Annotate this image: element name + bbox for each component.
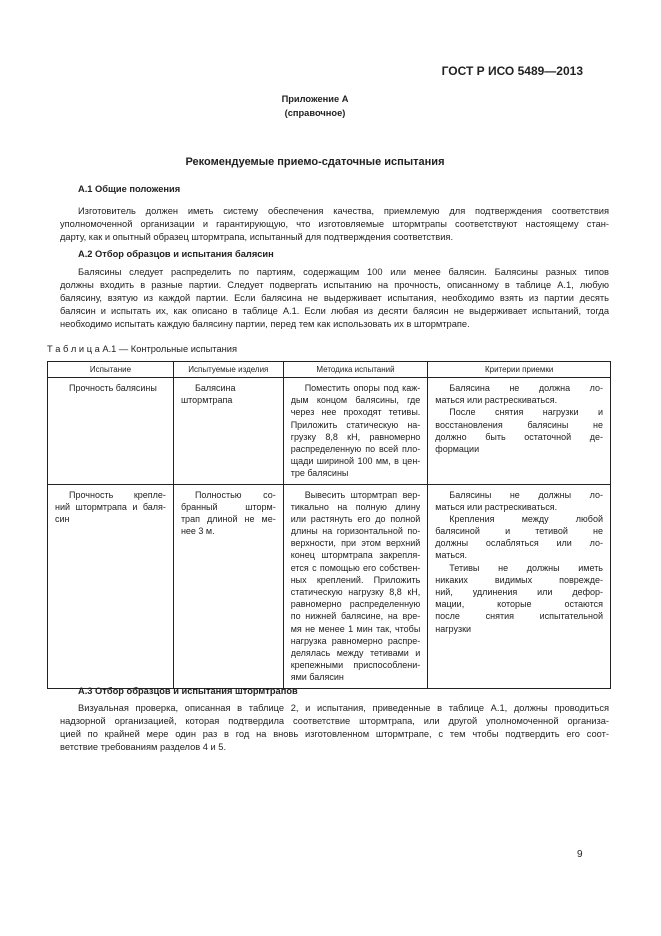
section-a3-paragraph xyxy=(60,702,609,754)
text-line: конец штормтрапа закрепля- xyxy=(290,550,421,561)
text-line: уполномоченной организации и гарантирующую, что изготовляемые штормтрапы соответствуют настоящему стан- xyxy=(60,219,609,229)
text-line: штормтрапа xyxy=(180,395,233,406)
text-line: необходимо испытать каждую балясину партии, перед тем как использовать их в штормтрапе. xyxy=(60,319,470,329)
text-line: балясин и испытать их, как описано в таблице А.1. Если любая из десяти балясин не выдерживает испытаний, тогда xyxy=(60,306,609,316)
text-line: после снятия испытательной xyxy=(435,611,603,622)
column-header: Испытуемые изделия xyxy=(173,362,283,378)
text-line: тикально на полную длину xyxy=(290,501,421,512)
text-line: надзорной организацией, которая подтвердила соответствие штормтрапа, или другой уполномоченной организа- xyxy=(60,716,609,726)
table-cell xyxy=(283,484,428,688)
text-line: формации xyxy=(435,443,480,454)
text-line: Приложить статическую на- xyxy=(290,419,421,430)
text-line: цией по крайней мере один раз в год на вновь изготовленном штормтрапе, с тем чтобы подтвердить его соот- xyxy=(60,729,609,739)
text-line: Тетивы не должны иметь xyxy=(449,562,603,573)
table-caption: Т а б л и ц а А.1 — Контрольные испытания xyxy=(47,344,237,354)
appendix-title: Приложение А xyxy=(281,94,349,104)
text-line: ветствие требованиям разделов 4 и 5. xyxy=(60,742,227,752)
section-a1-paragraph xyxy=(60,205,609,244)
text-line: через нее проходят тетивы. xyxy=(290,407,421,418)
text-line: по нижней балясине, на вре- xyxy=(290,611,421,622)
section-heading-a1: А.1 Общие положения xyxy=(78,184,181,194)
table-row xyxy=(48,378,611,485)
text-line: бранный шторм- xyxy=(180,501,276,512)
text-line: балясиной и тетивой не xyxy=(435,526,603,537)
section-heading-a3: А.3 Отбор образцов и испытания штормтрапов xyxy=(78,686,298,696)
text-line: Балясины не должны ло- xyxy=(449,489,603,500)
text-line: статическую нагрузку 8,8 кН, xyxy=(290,587,421,597)
text-line: ями балясин xyxy=(290,672,344,683)
text-line: маться. xyxy=(435,550,467,561)
text-line: маться или растрескиваться. xyxy=(435,501,558,512)
text-line: Балясина не должна ло- xyxy=(449,383,603,393)
column-header: Испытание xyxy=(48,362,174,378)
table-row xyxy=(48,484,611,688)
text-line: или растянуть его до полной xyxy=(290,513,421,524)
column-header: Критерии приемки xyxy=(428,362,611,378)
table-cell xyxy=(48,378,174,485)
text-line: ется с помощью его собствен- xyxy=(290,562,421,573)
text-line: трап длиной не ме- xyxy=(180,513,276,524)
table-header-row xyxy=(48,362,611,378)
text-line: крепежными приспособлени- xyxy=(290,660,421,671)
text-line: син xyxy=(55,513,70,524)
text-line: мя не менее 1 мин так, чтобы xyxy=(290,623,421,634)
text-line: должно быть остаточной де- xyxy=(435,431,603,442)
text-line: После снятия нагрузки и xyxy=(449,407,603,418)
text-line: Визуальная проверка, описанная в таблице 2, и испытания, приведенные в таблице А.1, должны проводиться xyxy=(78,703,609,713)
text-line: нее 3 м. xyxy=(180,526,215,537)
text-line: нагрузка равномерно распре- xyxy=(290,635,421,646)
table-cell xyxy=(283,378,428,485)
text-line: Изготовитель должен иметь систему обеспечения качества, приемлемую для подтверждения соответствия xyxy=(78,206,609,216)
text-line: верхности, при этом верхний xyxy=(290,538,421,549)
table-cell xyxy=(173,378,283,485)
standard-number: ГОСТ Р ИСО 5489—2013 xyxy=(441,64,583,78)
section-heading-a2: А.2 Отбор образцов и испытания балясин xyxy=(78,249,274,259)
text-line: Прочность балясины xyxy=(69,383,157,393)
page-number: 9 xyxy=(577,849,583,860)
text-line: ний штормтрапа и баля- xyxy=(55,501,166,512)
text-line: Вывесить штормтрап вер- xyxy=(304,489,421,500)
text-line: тре балясины xyxy=(290,468,349,479)
text-line: мации, которые остаются xyxy=(435,599,603,610)
text-line: маться или растрескиваться. xyxy=(435,395,558,406)
text-line: распределенную по всей пло- xyxy=(290,443,421,454)
text-line: Поместить опоры под каж- xyxy=(304,383,421,393)
section-a2-paragraph xyxy=(60,266,609,331)
text-line: длины на горизонтальной по- xyxy=(290,526,421,537)
text-line: делялась между тетивами и xyxy=(290,647,421,658)
text-line: дарту, как и опытный образец штормтрапа, испытанный для подтверждения соответствия. xyxy=(60,232,454,242)
text-line: никаких видимых поврежде- xyxy=(435,574,603,585)
text-line: Прочность крепле- xyxy=(69,489,166,500)
text-line: Балясина xyxy=(194,383,236,393)
page-title: Рекомендуемые приемо-сдаточные испытания xyxy=(185,156,445,168)
text-line: Полностью со- xyxy=(194,489,276,500)
text-line: равномерно распределенную xyxy=(290,599,421,610)
table-cell xyxy=(428,484,611,688)
text-line: дым концом балясины, где xyxy=(290,395,421,406)
text-line: нагрузки xyxy=(435,623,472,634)
column-header: Методика испытаний xyxy=(283,362,428,378)
text-line: должны ослабляться или ло- xyxy=(435,538,603,549)
text-line: ний, удлинения или дефор- xyxy=(435,587,603,597)
text-line: Крепления между любой xyxy=(449,513,603,524)
text-line: балясину, взятую из каждой партии. Если балясина не выдерживает испытания, необходимо взять из партии десять xyxy=(60,293,609,303)
text-line: ных креплений. Приложить xyxy=(290,574,421,585)
control-tests-table xyxy=(47,361,611,689)
text-line: грузку 8,8 кН, равномерно xyxy=(290,431,421,442)
text-line: должны входить в разные партии. Следует подвергать испытанию на прочность, описанному в таблице А.1, любую xyxy=(60,280,609,290)
table-cell xyxy=(48,484,174,688)
table-cell xyxy=(428,378,611,485)
text-line: щади шириной 100 мм, в цен- xyxy=(290,456,421,467)
text-line: восстановления балясины не xyxy=(435,419,603,430)
text-line: Балясины следует распределить по партиям, содержащим 100 или менее балясин. Балясины разных типов xyxy=(78,267,609,277)
appendix-note: (справочное) xyxy=(284,108,346,118)
table-cell xyxy=(173,484,283,688)
